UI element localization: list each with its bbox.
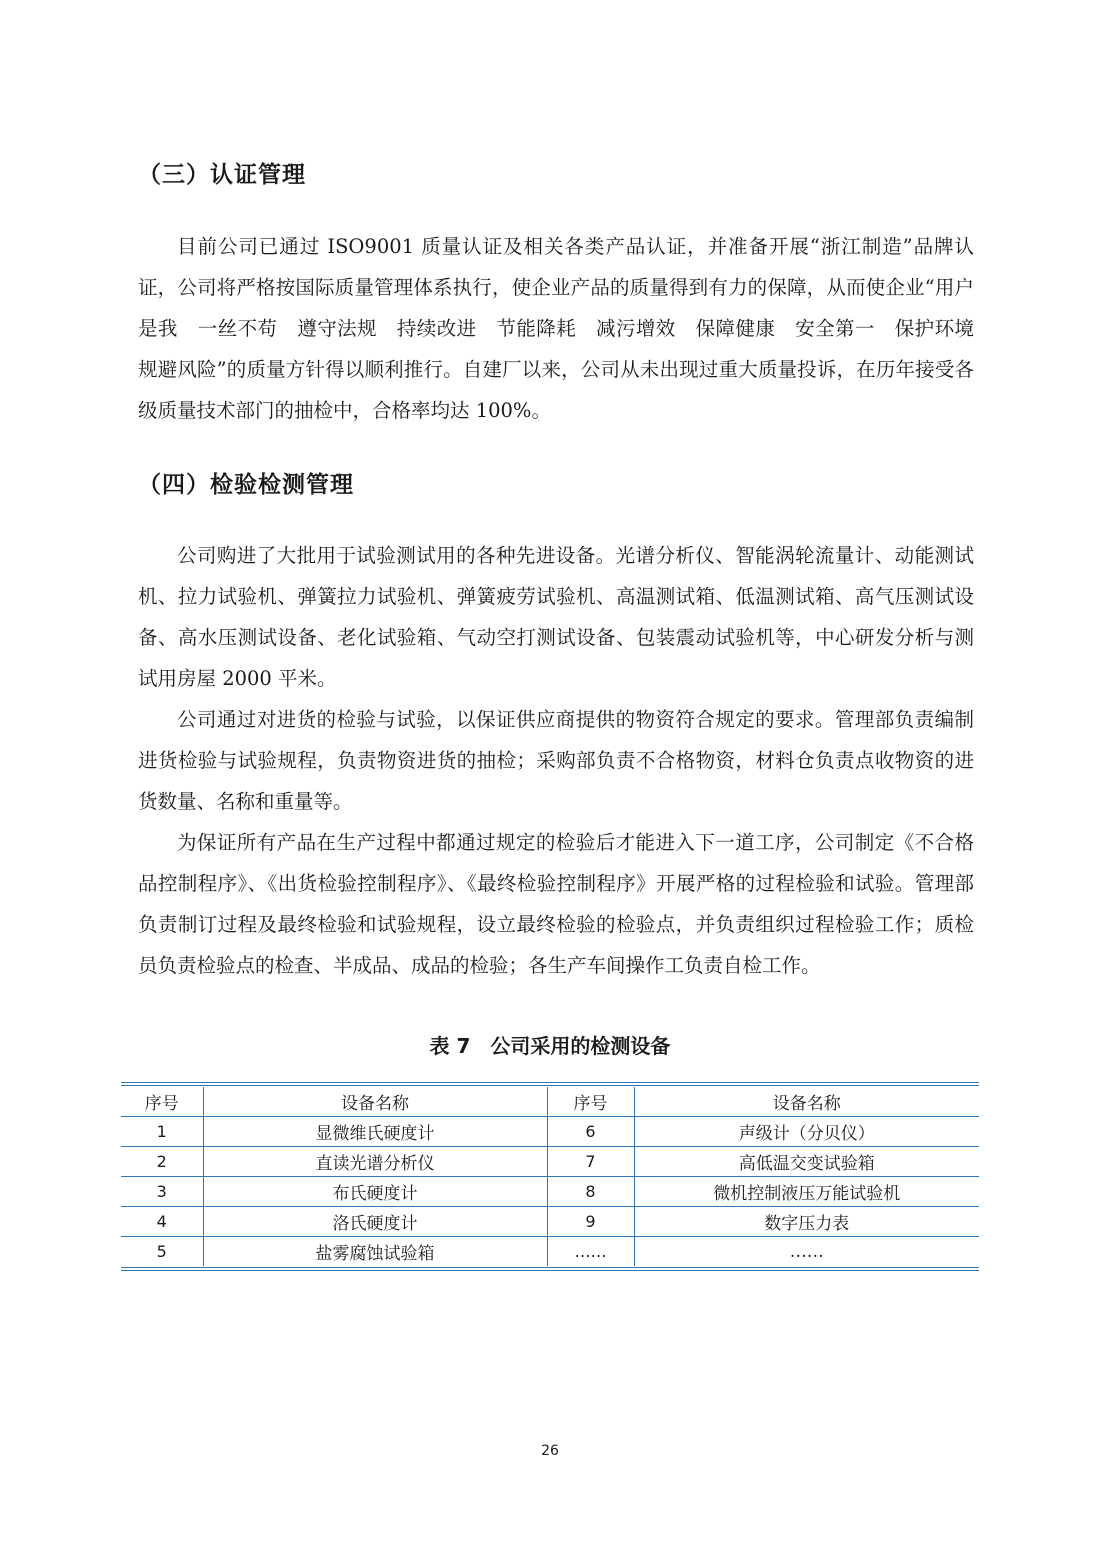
header-name-1: 设备名称	[203, 1087, 547, 1117]
cell-equipment: 直读光谱分析仪	[203, 1147, 547, 1177]
table-row	[121, 1237, 979, 1267]
cell-equipment: ……	[789, 1241, 824, 1262]
section-heading-inspection: （四）检验检测管理	[138, 472, 354, 498]
cell-index: 7	[547, 1147, 634, 1177]
cell-index: 9	[547, 1207, 634, 1237]
certification-paragraph: 目前公司已通过 ISO9001 质量认证及相关各类产品认证，并准备开展“浙江制造”品牌认证，公司将严格按国际质量管理体系执行，使企业产品的质量得到有力的保障，从而使企业“用户是我 一丝不苟 遵守法规 持续改进 节能降耗 减污增效 保障健康 安全第一 保护环境 规避风险”的质量方针得以顺利推行。自建厂以来，公司从未出现过重大质量投诉，在历年接受各级质量技术部门的抽检中，合格率均达 100%。	[138, 235, 994, 422]
cell-index: 6	[547, 1117, 634, 1147]
table-row	[121, 1207, 979, 1237]
cell-index: 2	[121, 1147, 203, 1177]
header-index-1: 序号	[121, 1087, 203, 1117]
cell-index: 4	[121, 1207, 203, 1237]
section-heading-certification: （三）认证管理	[138, 162, 306, 188]
cell-index: 1	[121, 1117, 203, 1147]
cell-index: 3	[121, 1177, 203, 1207]
cell-equipment: 高低温交变试验箱	[634, 1147, 979, 1177]
table-caption: 表 7 公司采用的检测设备	[429, 1034, 671, 1058]
cell-equipment: 洛氏硬度计	[203, 1207, 547, 1237]
table-header-row	[121, 1087, 979, 1117]
table-row	[121, 1117, 979, 1147]
equipment-table	[121, 1082, 979, 1271]
cell-index: 5	[121, 1237, 203, 1267]
header-index-2: 序号	[547, 1087, 634, 1117]
cell-equipment: 微机控制液压万能试验机	[634, 1177, 979, 1207]
page-number: 26	[541, 1443, 559, 1459]
inspection-paragraph-3: 为保证所有产品在生产过程中都通过规定的检验后才能进入下一道工序，公司制定《不合格品控制程序》、《出货检验控制程序》、《最终检验控制程序》开展严格的过程检验和试验。管理部负责制订过程及最终检验和试验规程，设立最终检验的检验点，并负责组织过程检验工作；质检员负责检验点的检查、半成品、成品的检验；各生产车间操作工负责自检工作。	[138, 831, 974, 977]
table-row	[121, 1147, 979, 1177]
table-row	[121, 1177, 979, 1207]
cell-index: 8	[547, 1177, 634, 1207]
cell-equipment: 声级计（分贝仪）	[634, 1117, 979, 1147]
cell-index: ……	[547, 1237, 634, 1267]
cell-equipment: 显微维氏硬度计	[203, 1117, 547, 1147]
inspection-paragraph-2: 公司通过对进货的检验与试验，以保证供应商提供的物资符合规定的要求。管理部负责编制进货检验与试验规程，负责物资进货的抽检；采购部负责不合格物资，材料仓负责点收物资的进货数量、名称和重量等。	[138, 708, 974, 813]
cell-equipment: 盐雾腐蚀试验箱	[203, 1237, 547, 1267]
cell-equipment: 布氏硬度计	[203, 1177, 547, 1207]
inspection-paragraph-1: 公司购进了大批用于试验测试用的各种先进设备。光谱分析仪、智能涡轮流量计、动能测试机、拉力试验机、弹簧拉力试验机、弹簧疲劳试验机、高温测试箱、低温测试箱、高气压测试设备、高水压测试设备、老化试验箱、气动空打测试设备、包装震动试验机等，中心研发分析与测试用房屋 2000 平米。	[138, 544, 974, 690]
cell-equipment: 数字压力表	[634, 1207, 979, 1237]
header-name-2: 设备名称	[634, 1087, 979, 1117]
